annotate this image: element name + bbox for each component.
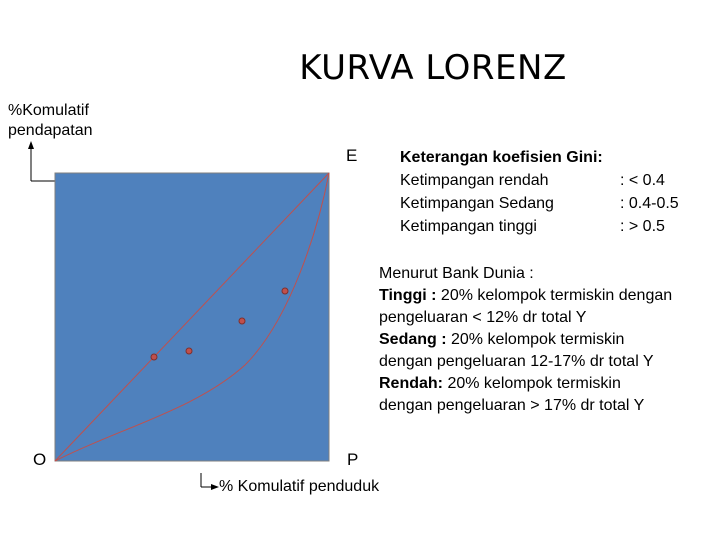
legend-name: Ketimpangan Sedang <box>400 195 554 212</box>
legend-name: Ketimpangan tinggi <box>400 218 537 235</box>
data-point-3 <box>239 318 245 324</box>
data-point-2 <box>186 348 192 354</box>
legend-row <box>400 215 679 238</box>
y-axis-label-line2: pendapatan <box>8 122 93 139</box>
y-axis-label-line1: %Komulatif <box>8 102 89 119</box>
bank-tinggi-line1 <box>379 285 719 307</box>
legend-value: : < 0.4 <box>620 172 665 189</box>
gini-legend <box>400 146 679 238</box>
legend-name: Ketimpangan rendah <box>400 172 549 189</box>
bank-sedang-label: Sedang : <box>379 331 447 348</box>
bank-sedang-line1 <box>379 329 719 351</box>
label-e: E <box>346 146 358 165</box>
page-title: KURVA LORENZ <box>299 48 567 88</box>
bank-intro: Menurut Bank Dunia : <box>379 265 534 282</box>
label-p: P <box>347 450 359 469</box>
bank-rendah-label: Rendah: <box>379 375 443 392</box>
legend-value: : > 0.5 <box>620 218 665 235</box>
legend-header: Keterangan koefisien Gini: <box>400 149 603 166</box>
bank-rendah-line1 <box>379 373 719 395</box>
bank-tinggi-text1: 20% kelompok termiskin dengan <box>436 287 673 304</box>
y-axis-arrow-icon <box>28 141 34 149</box>
legend-value: : 0.4-0.5 <box>620 195 679 212</box>
x-axis-arrow-icon <box>211 484 219 490</box>
bank-sedang-text1: 20% kelompok termiskin <box>446 331 625 348</box>
bank-tinggi-text2: pengeluaran < 12% dr total Y <box>379 309 587 326</box>
legend-row <box>400 192 679 215</box>
bank-sedang-text2: dengan pengeluaran 12-17% dr total Y <box>379 353 654 370</box>
x-axis-label: % Komulatif penduduk <box>219 478 380 495</box>
bank-rendah-text1: 20% kelompok termiskin <box>443 375 621 392</box>
label-origin: O <box>33 450 47 469</box>
legend-row <box>400 169 679 192</box>
bank-rendah-text2: dengan pengeluaran > 17% dr total Y <box>379 397 645 414</box>
data-point-1 <box>151 354 157 360</box>
data-point-4 <box>282 288 288 294</box>
bank-tinggi-label: Tinggi : <box>379 287 437 304</box>
world-bank-criteria <box>379 263 719 417</box>
